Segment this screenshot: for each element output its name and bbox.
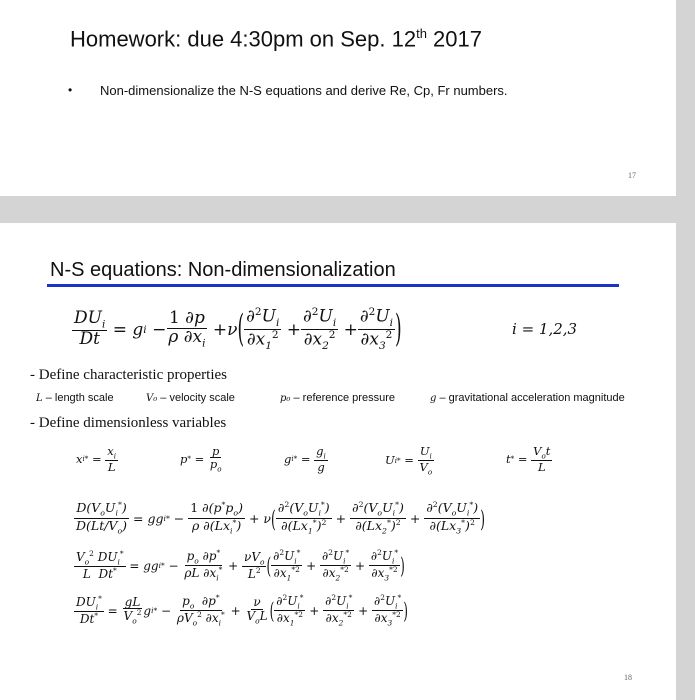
property-pressure: p₀ – reference pressure	[280, 392, 395, 404]
homework-title: Homework: due 4:30pm on Sep. 12th 2017	[70, 26, 482, 52]
scaled-equation: $\frac{V_o^2 DU_i^*}{L Dt^*}$ = gg i * − $\frac{p_o \partial p^*}{\rho L \partial x_i^*}$ + $\frac{\nu V_o}{L^2}$ ( $\frac{\partial^2U_i^*}{\partial x_1^{*2}}$ + $\frac{\partial^2U_i^*}{\partial x_2^{*2}}$ + $\frac{\partial^2U_i^*}{\partial x_3^{*2}}$ )	[76, 548, 405, 583]
bullet-text: Non-dimensionalize the N-S equations and derive Re, Cp, Fr numbers.	[100, 83, 508, 98]
title-underline	[47, 284, 619, 287]
bullet-icon: •	[68, 83, 73, 97]
index-range: i = 1,2,3	[512, 320, 578, 338]
property-velocity: V₀ – velocity scale	[146, 392, 235, 404]
def-p-star: p * = $\frac{p}{p_o}$	[180, 444, 222, 474]
substituted-equation: $\frac{D(V_oU_i^*)}{D(Lt/V_o)}$ = gg i * − $\frac{1 \partial(p^*p_o)}{\rho \partial(Lx_i^*)}$ + ν ( $\frac{\partial^2(V_oU_i^*)}{\partial(Lx_1^*)^2}$ + $\frac{\partial^2(V_oU_i^*)}{\partial(Lx_2^*)^2}$ + $\frac{\partial^2(V_oU_i^*)}{\partial(Lx_3^*)^2}$ )	[76, 500, 485, 536]
def-g-star: g i * = $\frac{g_i}{g}$	[284, 444, 326, 474]
slide-title: N-S equations: Non-dimensionalization	[50, 259, 396, 281]
homework-bullet	[68, 83, 508, 98]
property-gravity: g – gravitational acceleration magnitude	[430, 392, 625, 404]
property-length: L – length scale	[36, 392, 114, 404]
slide-18	[0, 223, 676, 700]
def-t-star: t * = $\frac{V_ot}{L}$	[506, 444, 551, 474]
define-variables-heading: - Define dimensionless variables	[30, 415, 227, 431]
ns-equation: $\frac{DU_i}{Dt}$ = g i − $\frac{1 \partial p}{\rho \partial x_i}$ + ν ( $\frac{\partial^2U_i}{\partial x_1^2}$ + $\frac{\partial^2U_i}{\partial x_2^2}$ + $\frac{\partial^2U_i}{\partial x_3^2}$ )	[74, 306, 402, 353]
define-properties-heading: - Define characteristic properties	[30, 367, 227, 383]
def-x-star: x i * = $\frac{x_i}{L}$	[76, 444, 117, 474]
slide-17	[0, 0, 676, 196]
page-number: 17	[628, 171, 636, 180]
def-u-star: U i * = $\frac{U_i}{V_o}$	[385, 444, 433, 477]
dimensionless-equation: $\frac{DU_i^*}{Dt^*}$ = $\frac{gL}{V_o^2}$ g i * − $\frac{p_o \partial p^*}{\rho V_o^2 \partial x_i^*}$ + $\frac{\nu}{V_oL}$ ( $\frac{\partial^2U_i^*}{\partial x_1^{*2}}$ + $\frac{\partial^2U_i^*}{\partial x_2^{*2}}$ + $\frac{\partial^2U_i^*}{\partial x_3^{*2}}$ )	[76, 593, 408, 628]
page-number: 18	[624, 673, 632, 682]
